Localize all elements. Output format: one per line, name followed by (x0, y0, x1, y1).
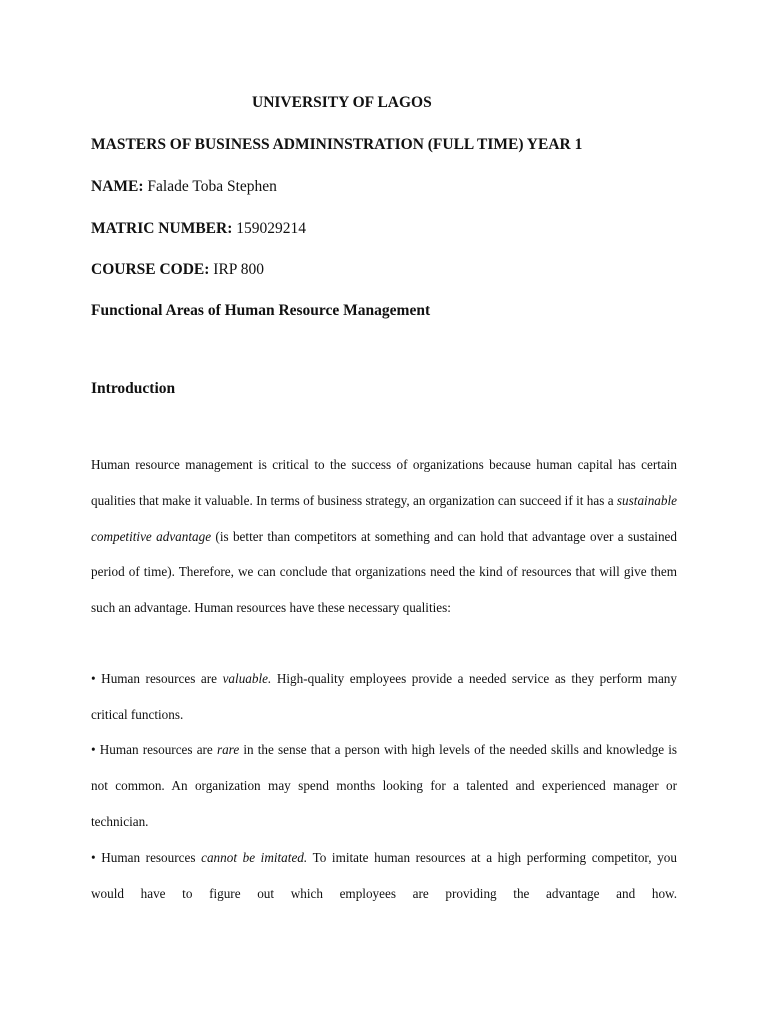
intro-text-1: Human resource management is critical to the success of organizations because human capital has certain qualities that make it valuable. In terms of business strategy, an organization can succeed if it has a (91, 457, 677, 508)
course-code-label: COURSE CODE: (91, 261, 210, 278)
name-line (91, 178, 277, 196)
bullet-3-text-1: • Human resources (91, 850, 202, 865)
bullet-2-text-2: in the sense that a person with high levels of the needed skills and knowledge is not common. An organization may spend months looking for a talented and experienced manager or technician. (91, 742, 677, 829)
course-code-line (91, 261, 264, 279)
matric-line (91, 220, 306, 238)
intro-text-2: (is better than competitors at something and can hold that advantage over a sustained period of time). Therefore, we can conclude that organizations need the kind of resources that will give them such an advantage. Human resources have these necessary qualities: (91, 528, 678, 616)
bullet-inimitable (91, 840, 677, 912)
bullet-1-emphasis: valuable. (222, 671, 272, 686)
introduction-heading: Introduction (91, 380, 176, 397)
bullet-1-text-2: High-quality employees provide a needed service as they perform many critical functions. (91, 671, 677, 722)
bullet-2-text-1: • Human resources are (91, 742, 217, 757)
name-label: NAME: (91, 178, 144, 195)
matric-value: 159029214 (236, 220, 306, 237)
bullet-2-emphasis: rare (216, 742, 240, 757)
name-value: Falade Toba Stephen (147, 178, 277, 195)
bullet-valuable (91, 661, 677, 733)
bullet-3-text-2: To imitate human resources at a high performing competitor, you would have to figure out which employees are providing the advantage and how. (91, 850, 677, 901)
matric-label: MATRIC NUMBER: (91, 220, 233, 237)
bullet-3-emphasis: cannot be imitated. (201, 850, 308, 865)
bullet-1-text-1: • Human resources are (91, 671, 223, 686)
program-title: MASTERS OF BUSINESS ADMININSTRATION (FULL TIME) YEAR 1 (91, 136, 583, 153)
bullet-rare (91, 732, 677, 839)
intro-paragraph (91, 447, 677, 626)
course-code-value: IRP 800 (213, 261, 264, 278)
university-title: UNIVERSITY OF LAGOS (252, 94, 432, 111)
intro-emphasis: sustainable competitive advantage (91, 492, 677, 544)
topic-title: Functional Areas of Human Resource Management (91, 302, 431, 319)
